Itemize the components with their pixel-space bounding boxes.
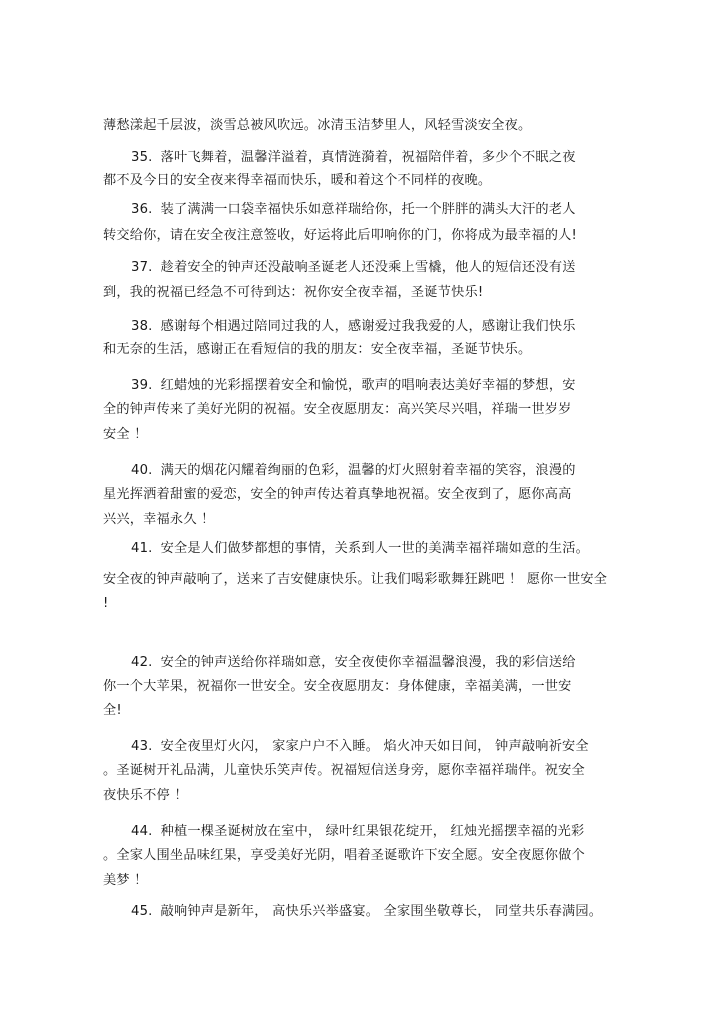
paragraph-number: 43. <box>131 739 153 754</box>
paragraph-37-line-1 <box>131 259 576 277</box>
paragraph-text: 落叶飞舞着，温馨洋溢着，真情涟漪着，祝福陪伴着，多少个不眠之夜 <box>160 150 576 165</box>
paragraph-39-line-2: 全的钟声传来了美好光阴的祝福。安全夜愿朋友：高兴笑尽兴唱，祥瑞一世岁岁 <box>103 402 572 417</box>
paragraph-number: 36. <box>131 202 153 217</box>
paragraph-text: 种植一棵圣诞树放在室中， 绿叶红果银花绽开， 红烛光摇摆幸福的光彩 <box>160 824 585 839</box>
paragraph-36-line-1 <box>131 201 576 219</box>
paragraph-41-line-1 <box>131 540 589 558</box>
paragraph-number: 42. <box>131 655 153 670</box>
paragraph-text: 满天的烟花闪耀着绚丽的色彩，温馨的灯火照射着幸福的笑容，浪漫的 <box>160 463 576 478</box>
paragraph-36-line-2: 转交给你，请在安全夜注意签收，好运将此后叩响你的门，你将成为最幸福的人! <box>103 228 578 243</box>
paragraph-38-line-1 <box>131 318 576 336</box>
paragraph-35-line-2: 都不及今日的安全夜来得幸福而快乐，暖和着这个不同样的夜晚。 <box>103 173 492 188</box>
paragraph-42-line-1 <box>131 654 576 672</box>
paragraph-text: 安全是人们做梦都想的事情，关系到人一世的美满幸福祥瑞如意的生活。 <box>160 541 589 556</box>
paragraph-text: 感谢每个相遇过陪同过我的人，感谢爱过我我爱的人，感谢让我们快乐 <box>160 319 576 334</box>
paragraph-number: 39. <box>131 378 153 393</box>
paragraph-number: 45. <box>131 904 153 919</box>
paragraph-text: 安全夜里灯火闪， 家家户户不入睡。 焰火冲天如日间， 钟声敲响祈安全 <box>160 739 589 754</box>
paragraph-text: 红蜡烛的光彩摇摆着安全和愉悦，歌声的唱响表达美好幸福的梦想，安 <box>160 378 576 393</box>
paragraph-number: 44. <box>131 824 153 839</box>
intro-line: 薄愁漾起千层波，淡雪总被风吹远。冰清玉洁梦里人，风轻雪淡安全夜。 <box>103 118 532 133</box>
paragraph-37-line-2: 到，我的祝福已经急不可待到达：祝你安全夜幸福，圣诞节快乐! <box>103 285 484 300</box>
paragraph-44-line-2: 。全家人围坐品味红果，享受美好光阴，唱着圣诞歌许下安全愿。安全夜愿你做个 <box>103 848 585 863</box>
paragraph-42-line-3: 全! <box>103 703 122 718</box>
paragraph-text: 装了满满一口袋幸福快乐如意祥瑞给你，托一个胖胖的满头大汗的老人 <box>160 202 576 217</box>
paragraph-38-line-2: 和无奈的生活，感谢正在看短信的我的朋友：安全夜幸福，圣诞节快乐。 <box>103 342 532 357</box>
paragraph-43-line-1 <box>131 738 589 756</box>
paragraph-43-line-3: 夜快乐不停 ！ <box>103 788 188 803</box>
paragraph-40-line-1 <box>131 462 576 480</box>
paragraph-number: 37. <box>131 260 153 275</box>
paragraph-41-line-2: 安全夜的钟声敲响了，送来了吉安健康快乐。让我们喝彩歌舞狂跳吧 ！ 愿你一世安全 <box>103 572 608 587</box>
paragraph-39-line-3: 安全 ！ <box>103 427 148 442</box>
paragraph-number: 35. <box>131 150 153 165</box>
paragraph-40-line-2: 星光挥洒着甜蜜的爱恋，安全的钟声传达着真挚地祝福。安全夜到了，愿你高高 <box>103 487 572 502</box>
paragraph-35-line-1 <box>131 149 576 167</box>
paragraph-text: 敲响钟声是新年， 高快乐兴举盛宴。 全家围坐敬尊长， 同堂共乐春满园。 <box>160 904 603 919</box>
paragraph-number: 40. <box>131 463 153 478</box>
paragraph-42-line-2: 你一个大苹果，祝福你一世安全。安全夜愿朋友：身体健康，幸福美满，一世安 <box>103 679 572 694</box>
paragraph-text: 安全的钟声送给你祥瑞如意，安全夜使你幸福温馨浪漫，我的彩信送给 <box>160 655 576 670</box>
paragraph-43-line-2: 。圣诞树开礼品满，儿童快乐笑声传。祝福短信送身旁，愿你幸福祥瑞伴。祝安全 <box>103 763 585 778</box>
paragraph-40-line-3: 兴兴，幸福永久 ！ <box>103 512 215 527</box>
paragraph-44-line-1 <box>131 823 584 841</box>
paragraph-41-line-3: ! <box>103 596 109 611</box>
paragraph-39-line-1 <box>131 377 576 395</box>
paragraph-44-line-3: 美梦 ！ <box>103 873 148 888</box>
paragraph-number: 38. <box>131 319 153 334</box>
paragraph-45-line-1 <box>131 903 602 921</box>
paragraph-text: 趁着安全的钟声还没敲响圣诞老人还没乘上雪橇，他人的短信还没有送 <box>160 260 576 275</box>
paragraph-number: 41. <box>131 541 153 556</box>
